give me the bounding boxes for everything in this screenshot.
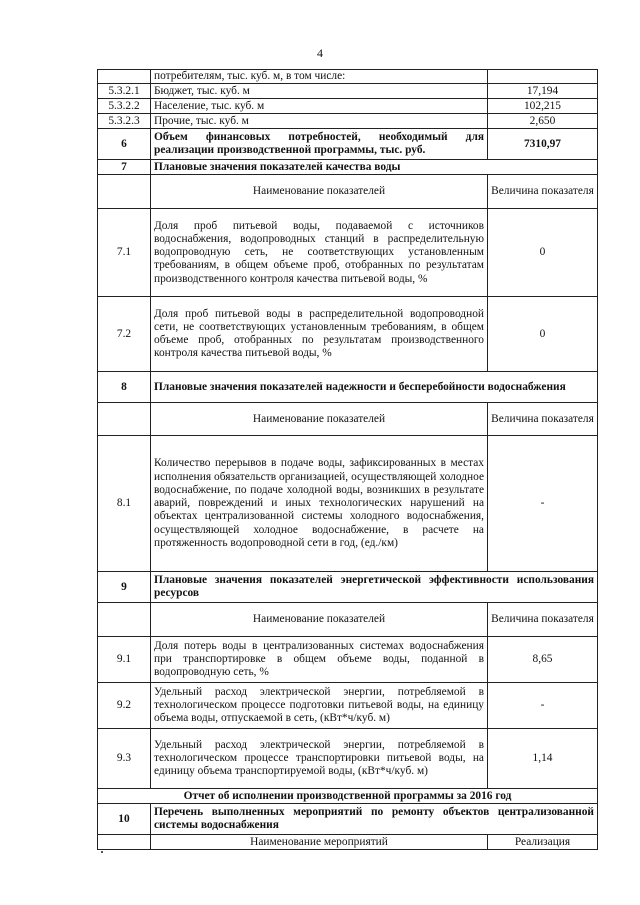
header-name: Наименование показателей — [151, 175, 488, 209]
table-row — [98, 209, 598, 297]
section-title: Перечень выполненных мероприятий по ремонту объектов централизованной системы водоснабжения — [151, 804, 598, 835]
section-row — [98, 160, 598, 175]
table-row — [98, 683, 598, 729]
row-text: Доля проб питьевой воды в распределительной водопроводной сети, не соответствующих установленным требованиям, в общем объеме проб, отобранных по результатам производственного контроля качества питьевой воды, % — [151, 297, 488, 372]
row-text: Удельный расход электрической энергии, потребляемой в технологическом процессе подготовки питьевой воды, на единицу объема воды, отпускаемой в сеть, (кВт*ч/куб. м) — [151, 683, 488, 729]
row-text: потребителям, тыс. куб. м, в том числе: — [151, 70, 488, 84]
row-text: Доля потерь воды в централизованных системах водоснабжения при транспортировке в общем объеме воды, поданной в водопроводную сеть, % — [151, 637, 488, 683]
row-number: 7.2 — [98, 297, 151, 372]
row-number: 6 — [98, 129, 151, 160]
header-name: Наименование показателей — [151, 403, 488, 436]
row-text: Удельный расход электрической энергии, потребляемой в технологическом процессе транспортировки питьевой воды, на единицу объема транспортируемой воды, (кВт*ч/куб. м) — [151, 729, 488, 789]
scan-speck — [101, 851, 103, 853]
report-title: Отчет об исполнении производственной программы за 2016 год — [98, 789, 598, 804]
row-number — [98, 70, 151, 84]
table-row — [98, 637, 598, 683]
column-header-row — [98, 175, 598, 209]
row-number: 9.1 — [98, 637, 151, 683]
table-row — [98, 436, 598, 572]
column-header-row — [98, 603, 598, 637]
table-row — [98, 729, 598, 789]
row-value: 2,650 — [488, 114, 598, 129]
section-number: 10 — [98, 804, 151, 835]
empty-cell — [98, 835, 151, 850]
column-header-row — [98, 403, 598, 436]
row-number: 5.3.2.3 — [98, 114, 151, 129]
section-title: Плановые значения показателей качества воды — [151, 160, 598, 175]
indicators-table — [97, 69, 598, 850]
row-text: Бюджет, тыс. куб. м — [151, 84, 488, 99]
report-row — [98, 789, 598, 804]
header-name: Наименование мероприятий — [151, 835, 488, 850]
table-row — [98, 129, 598, 160]
row-value: 0 — [488, 297, 598, 372]
row-text: Доля проб питьевой воды, подаваемой с источников водоснабжения, водопроводных станций в распределительную водопроводную сеть, не соответствующих установленным требованиям, в общем объеме проб, отобранных по результатам производственного контроля качества питьевой воды, % — [151, 209, 488, 297]
row-number: 7.1 — [98, 209, 151, 297]
row-value — [488, 70, 598, 84]
row-value: - — [488, 683, 598, 729]
table-row — [98, 70, 598, 84]
header-value: Величина показателя — [488, 603, 598, 637]
row-value: 8,65 — [488, 637, 598, 683]
page-number: 4 — [317, 46, 323, 60]
row-number: 5.3.2.1 — [98, 84, 151, 99]
header-value: Величина показателя — [488, 175, 598, 209]
section-row — [98, 572, 598, 603]
section-number: 9 — [98, 572, 151, 603]
row-text: Количество перерывов в подаче воды, зафиксированных в местах исполнения обязательств организацией, осуществляющей холодное водоснабжение, по подаче холодной воды, возникших в результате аварий, повреждений и иных технологических нарушений на объектах централизованной системы холодного водоснабжения, осуществляющей холодное водоснабжение, в расчете на протяженность водопроводной сети в год, (ед./км) — [151, 436, 488, 572]
row-text: Объем финансовых потребностей, необходимый для реализации производственной программы, тыс. руб. — [151, 129, 488, 160]
row-text: Прочие, тыс. куб. м — [151, 114, 488, 129]
section-row — [98, 372, 598, 403]
row-number: 9.3 — [98, 729, 151, 789]
header-value: Реализация — [488, 835, 598, 850]
table-row — [98, 99, 598, 114]
empty-cell — [98, 403, 151, 436]
table-row — [98, 297, 598, 372]
section-number: 7 — [98, 160, 151, 175]
row-number: 5.3.2.2 — [98, 99, 151, 114]
row-number: 8.1 — [98, 436, 151, 572]
row-value: 1,14 — [488, 729, 598, 789]
row-value: - — [488, 436, 598, 572]
section-number: 8 — [98, 372, 151, 403]
table-row — [98, 84, 598, 99]
row-value: 0 — [488, 209, 598, 297]
header-name: Наименование показателей — [151, 603, 488, 637]
column-header-row — [98, 835, 598, 850]
section-row — [98, 804, 598, 835]
row-value: 102,215 — [488, 99, 598, 114]
row-number: 9.2 — [98, 683, 151, 729]
header-value: Величина показателя — [488, 403, 598, 436]
table-row — [98, 114, 598, 129]
section-title: Плановые значения показателей энергетической эффективности использования ресурсов — [151, 572, 598, 603]
empty-cell — [98, 603, 151, 637]
section-title: Плановые значения показателей надежности и бесперебойности водоснабжения — [151, 372, 598, 403]
row-value: 7310,97 — [488, 129, 598, 160]
empty-cell — [98, 175, 151, 209]
row-value: 17,194 — [488, 84, 598, 99]
row-text: Население, тыс. куб. м — [151, 99, 488, 114]
